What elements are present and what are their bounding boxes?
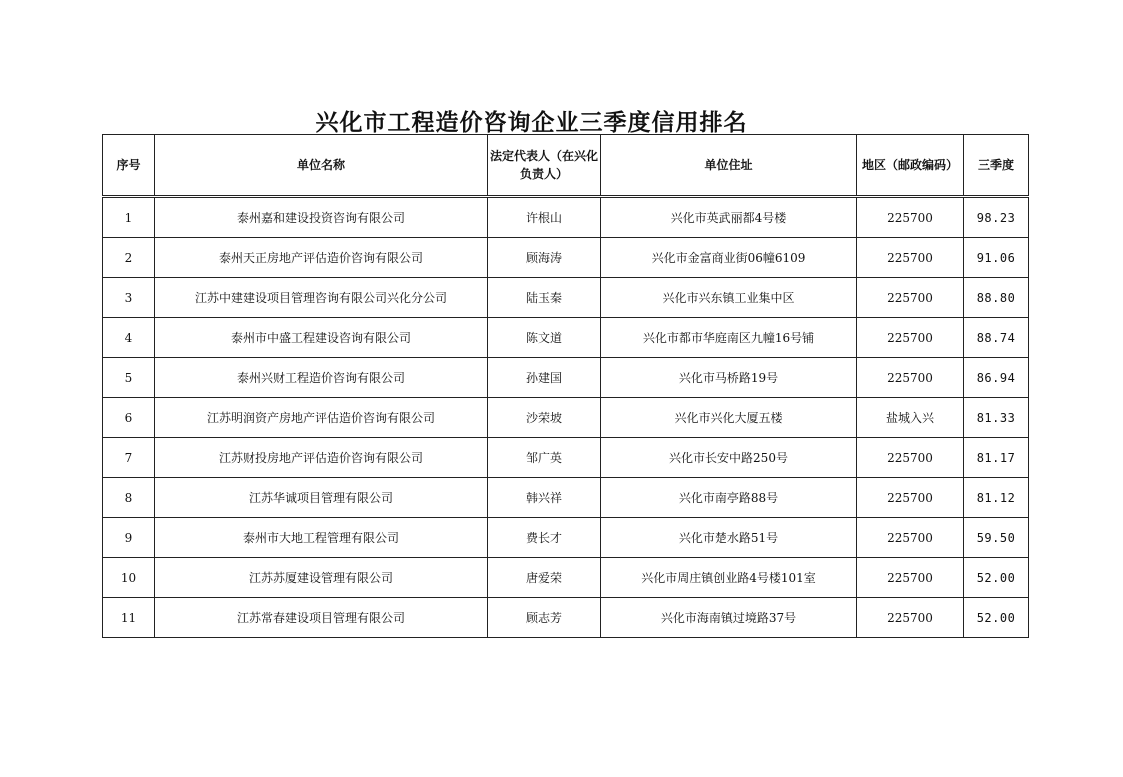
page-title: 兴化市工程造价咨询企业三季度信用排名 bbox=[315, 110, 748, 136]
table-row bbox=[103, 358, 1029, 398]
cell-region-postcode: 盐城入兴 bbox=[857, 398, 964, 438]
cell-address: 兴化市马桥路19号 bbox=[601, 358, 857, 398]
table-row bbox=[103, 598, 1029, 638]
table-row bbox=[103, 197, 1029, 238]
table-row bbox=[103, 438, 1029, 478]
cell-region-postcode: 225700 bbox=[857, 598, 964, 638]
cell-q3-score: 98.23 bbox=[964, 197, 1029, 238]
cell-q3-score: 86.94 bbox=[964, 358, 1029, 398]
cell-q3-score: 88.74 bbox=[964, 318, 1029, 358]
table-row bbox=[103, 558, 1029, 598]
cell-company-name: 泰州市大地工程管理有限公司 bbox=[155, 518, 488, 558]
cell-serial-number: 2 bbox=[103, 238, 155, 278]
cell-region-postcode: 225700 bbox=[857, 358, 964, 398]
cell-region-postcode: 225700 bbox=[857, 197, 964, 238]
cell-address: 兴化市楚水路51号 bbox=[601, 518, 857, 558]
cell-legal-representative: 沙荣坡 bbox=[488, 398, 601, 438]
cell-q3-score: 59.50 bbox=[964, 518, 1029, 558]
cell-q3-score: 52.00 bbox=[964, 558, 1029, 598]
cell-q3-score: 81.33 bbox=[964, 398, 1029, 438]
cell-serial-number: 9 bbox=[103, 518, 155, 558]
cell-serial-number: 5 bbox=[103, 358, 155, 398]
cell-legal-representative: 唐爱荣 bbox=[488, 558, 601, 598]
cell-company-name: 江苏常春建设项目管理有限公司 bbox=[155, 598, 488, 638]
cell-company-name: 江苏苏厦建设管理有限公司 bbox=[155, 558, 488, 598]
cell-serial-number: 7 bbox=[103, 438, 155, 478]
cell-serial-number: 3 bbox=[103, 278, 155, 318]
cell-region-postcode: 225700 bbox=[857, 238, 964, 278]
table-row bbox=[103, 318, 1029, 358]
credit-ranking-table bbox=[102, 134, 1029, 638]
cell-address: 兴化市英武丽都4号楼 bbox=[601, 197, 857, 238]
header-legal-representative: 法定代表人（在兴化负责人） bbox=[488, 135, 601, 197]
cell-company-name: 江苏明润资产房地产评估造价咨询有限公司 bbox=[155, 398, 488, 438]
table-row bbox=[103, 478, 1029, 518]
cell-region-postcode: 225700 bbox=[857, 438, 964, 478]
cell-legal-representative: 陆玉秦 bbox=[488, 278, 601, 318]
cell-region-postcode: 225700 bbox=[857, 558, 964, 598]
cell-address: 兴化市都市华庭南区九幢16号铺 bbox=[601, 318, 857, 358]
table-row bbox=[103, 278, 1029, 318]
cell-legal-representative: 顾海涛 bbox=[488, 238, 601, 278]
header-serial-number: 序号 bbox=[103, 135, 155, 197]
cell-legal-representative: 韩兴祥 bbox=[488, 478, 601, 518]
cell-address: 兴化市海南镇过境路37号 bbox=[601, 598, 857, 638]
cell-legal-representative: 孙建国 bbox=[488, 358, 601, 398]
header-q3-score: 三季度 bbox=[964, 135, 1029, 197]
cell-q3-score: 52.00 bbox=[964, 598, 1029, 638]
table-row bbox=[103, 518, 1029, 558]
cell-company-name: 泰州兴财工程造价咨询有限公司 bbox=[155, 358, 488, 398]
cell-company-name: 江苏中建建设项目管理咨询有限公司兴化分公司 bbox=[155, 278, 488, 318]
cell-company-name: 泰州天正房地产评估造价咨询有限公司 bbox=[155, 238, 488, 278]
cell-company-name: 江苏财投房地产评估造价咨询有限公司 bbox=[155, 438, 488, 478]
header-company-name: 单位名称 bbox=[155, 135, 488, 197]
cell-region-postcode: 225700 bbox=[857, 478, 964, 518]
cell-address: 兴化市金富商业街06幢6109 bbox=[601, 238, 857, 278]
table-row bbox=[103, 238, 1029, 278]
cell-q3-score: 88.80 bbox=[964, 278, 1029, 318]
header-address: 单位住址 bbox=[601, 135, 857, 197]
cell-serial-number: 11 bbox=[103, 598, 155, 638]
cell-region-postcode: 225700 bbox=[857, 518, 964, 558]
cell-address: 兴化市周庄镇创业路4号楼101室 bbox=[601, 558, 857, 598]
cell-address: 兴化市兴化大厦五楼 bbox=[601, 398, 857, 438]
table-body bbox=[103, 197, 1029, 638]
cell-region-postcode: 225700 bbox=[857, 278, 964, 318]
cell-address: 兴化市长安中路250号 bbox=[601, 438, 857, 478]
cell-legal-representative: 许根山 bbox=[488, 197, 601, 238]
cell-legal-representative: 邹广英 bbox=[488, 438, 601, 478]
cell-serial-number: 10 bbox=[103, 558, 155, 598]
table-header bbox=[103, 135, 1029, 197]
cell-q3-score: 81.12 bbox=[964, 478, 1029, 518]
cell-legal-representative: 顾志芳 bbox=[488, 598, 601, 638]
cell-company-name: 泰州嘉和建设投资咨询有限公司 bbox=[155, 197, 488, 238]
cell-serial-number: 1 bbox=[103, 197, 155, 238]
table-row bbox=[103, 398, 1029, 438]
header-region-postcode: 地区（邮政编码） bbox=[857, 135, 964, 197]
cell-address: 兴化市兴东镇工业集中区 bbox=[601, 278, 857, 318]
cell-region-postcode: 225700 bbox=[857, 318, 964, 358]
cell-legal-representative: 费长才 bbox=[488, 518, 601, 558]
cell-serial-number: 8 bbox=[103, 478, 155, 518]
table-header-row bbox=[103, 135, 1029, 197]
cell-q3-score: 91.06 bbox=[964, 238, 1029, 278]
cell-address: 兴化市南亭路88号 bbox=[601, 478, 857, 518]
cell-company-name: 泰州市中盛工程建设咨询有限公司 bbox=[155, 318, 488, 358]
cell-legal-representative: 陈文道 bbox=[488, 318, 601, 358]
cell-q3-score: 81.17 bbox=[964, 438, 1029, 478]
cell-serial-number: 4 bbox=[103, 318, 155, 358]
cell-company-name: 江苏华诚项目管理有限公司 bbox=[155, 478, 488, 518]
cell-serial-number: 6 bbox=[103, 398, 155, 438]
